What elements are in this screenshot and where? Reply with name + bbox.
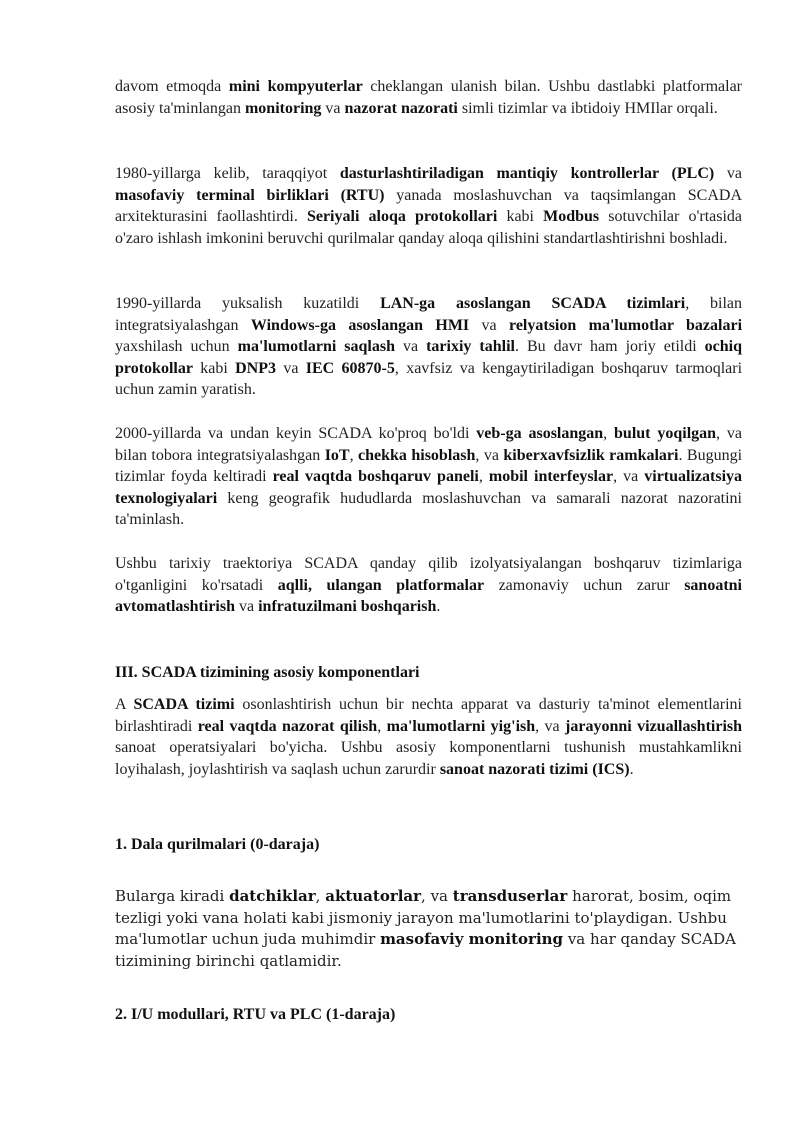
bold-term: masofaviy monitoring xyxy=(380,930,564,948)
text-run: Bularga kiradi xyxy=(115,887,230,905)
bold-term: jarayonni vizuallashtirish xyxy=(565,717,743,735)
text-run: . Bu davr ham joriy etildi xyxy=(514,338,705,355)
text-run: 2000-yillarda va undan keyin SCADA ko'proq bo'ldi xyxy=(115,425,477,442)
text-run: va xyxy=(395,338,427,355)
bold-term: ma'lumotlarni saqlash xyxy=(237,338,395,355)
bold-term: IoT xyxy=(324,446,350,464)
text-run: simli tizimlar va ibtidoiy HMIlar orqali. xyxy=(457,99,718,117)
text-run: sotuvchilar o'rtasida o'zaro ishlash imkonini beruvchi qurilmalar qanday aloqa qilishini standartlashtirishni boshladi. xyxy=(115,208,743,247)
text-run: , xyxy=(349,446,359,464)
text-run: , va xyxy=(475,446,504,464)
text-run: osonlashtirish uchun bir nechta apparat va dasturiy ta'minot elementlarini birlashtiradi xyxy=(115,696,742,735)
bold-term: relyatsion ma'lumotlar bazalari xyxy=(509,316,743,334)
text-run: , va xyxy=(421,887,453,905)
bold-term: virtualizatsiya texnologiyalari xyxy=(115,468,743,507)
bold-term: monitoring xyxy=(244,99,322,117)
bold-term: transduserlar xyxy=(452,887,568,905)
bold-term: datchiklar xyxy=(229,887,316,905)
text-run: A xyxy=(115,696,134,713)
bold-term: aktuatorlar xyxy=(325,887,422,905)
bold-term: LAN-ga asoslangan SCADA tizimlari xyxy=(380,295,686,312)
text-run: , xyxy=(603,425,615,442)
text-run: . Bugungi tizimlar foyda keltiradi xyxy=(115,446,743,485)
section-heading-components: III. SCADA tizimining asosiy komponentlari xyxy=(115,664,420,681)
bold-term: Seriyali aloqa protokollari xyxy=(306,208,498,225)
text-run: , va bilan tobora integratsiyalashgan xyxy=(115,425,743,464)
text-run: . xyxy=(629,760,634,778)
text-run: , bilan integratsiyalashgan xyxy=(115,295,742,334)
bold-term: SCADA tizimi xyxy=(133,696,235,713)
text-run: va xyxy=(276,359,306,377)
text-run: 1990-yillarda yuksalish kuzatildi xyxy=(115,295,381,312)
bold-term: sanoatni avtomatlashtirish xyxy=(115,576,742,615)
text-run: . xyxy=(436,598,441,615)
text-run: , va xyxy=(613,468,645,485)
text-run: yaxshilash uchun xyxy=(115,338,238,355)
bold-term: nazorat nazorati xyxy=(344,99,458,117)
text-run: , xyxy=(315,887,326,905)
bold-term: sanoat nazorati tizimi (ICS) xyxy=(439,760,630,778)
text-run: kabi xyxy=(497,208,544,225)
paragraph-field-devices xyxy=(115,886,742,972)
text-run: , xavfsiz va kengaytiriladigan boshqaruv tarmoqlari uchun zamin yaratish. xyxy=(115,359,743,398)
bold-term: DNP3 xyxy=(235,359,277,377)
text-run: sanoat operatsiyalari bo'yicha. Ushbu asosiy komponentlarni tushunish mustahkamlikni loyihalash, joylashtirish va saqlash uchun zarurdir xyxy=(115,739,742,778)
bold-term: Modbus xyxy=(543,208,600,225)
bold-term: infratuzilmani boshqarish xyxy=(258,598,437,615)
paragraph-2000s xyxy=(115,423,742,531)
bold-term: kiberxavfsizlik ramkalari xyxy=(503,446,679,464)
paragraph-1990s xyxy=(115,293,742,401)
bold-term: ma'lumotlarni yig'ish xyxy=(386,717,536,735)
text-run: harorat, bosim, oqim tezligi yoki vana holati kabi jismoniy jarayon ma'lumotlarini to'playdigan. Ushbu ma'lumotlar uchun juda muhimdir xyxy=(115,887,732,948)
text-run: keng geografik hududlarda moslashuvchan va samarali nazorat nazoratini ta'minlash. xyxy=(115,489,742,528)
subheading-io-modules: 2. I/U modullari, RTU va PLC (1-daraja) xyxy=(115,1006,396,1023)
text-run: 1980-yillarga kelib, taraqqiyot xyxy=(115,165,340,182)
subheading-field-devices: 1. Dala qurilmalari (0-daraja) xyxy=(115,836,320,853)
text-run: , xyxy=(478,468,489,485)
bold-term: Windows-ga asoslangan HMI xyxy=(250,316,470,334)
text-run: va xyxy=(321,99,345,117)
paragraph-1980s xyxy=(115,163,742,249)
bold-term: IEC 60870-5 xyxy=(305,359,395,377)
bold-term: mini kompyuterlar xyxy=(228,78,363,95)
paragraph-components xyxy=(115,694,742,780)
text-run: va xyxy=(714,165,743,182)
text-run: va xyxy=(469,316,509,334)
bold-term: real vaqtda nazorat qilish xyxy=(197,717,378,735)
bold-term: aqlli, ulangan platformalar xyxy=(277,576,485,594)
bold-term: dasturlashtiriladigan mantiqiy kontrollerlar (PLC) xyxy=(339,165,715,182)
bold-term: real vaqtda boshqaruv paneli xyxy=(272,468,479,485)
bold-term: bulut yoqilgan xyxy=(614,425,717,442)
text-run: yanada moslashuvchan va taqsimlangan SCADA arxitekturasini faollashtirdi. xyxy=(115,186,742,225)
text-run: , xyxy=(377,717,387,735)
bold-term: mobil interfeyslar xyxy=(488,468,614,485)
text-run: kabi xyxy=(192,359,236,377)
text-run: , va xyxy=(535,717,566,735)
text-run: va har qanday SCADA tizimining birinchi qatlamidir. xyxy=(115,930,736,970)
text-run: cheklangan ulanish bilan. Ushbu dastlabki platformalar asosiy ta'minlangan xyxy=(115,78,743,117)
bold-term: tarixiy tahlil xyxy=(426,338,515,355)
bold-term: veb-ga asoslangan xyxy=(476,425,604,442)
text-run: va xyxy=(235,598,259,615)
bold-term: ochiq protokollar xyxy=(115,338,743,377)
bold-term: chekka hisoblash xyxy=(358,446,476,464)
text-run: davom etmoqda xyxy=(115,78,229,95)
text-run: zamonaviy uchun zarur xyxy=(484,576,685,594)
bold-term: masofaviy terminal birliklari (RTU) xyxy=(115,186,385,204)
paragraph-intro xyxy=(115,76,742,119)
paragraph-trajectory xyxy=(115,553,742,618)
text-run: Ushbu tarixiy traektoriya SCADA qanday qilib izolyatsiyalangan boshqaruv tizimlariga o'tganligini ko'rsatadi xyxy=(115,555,742,594)
